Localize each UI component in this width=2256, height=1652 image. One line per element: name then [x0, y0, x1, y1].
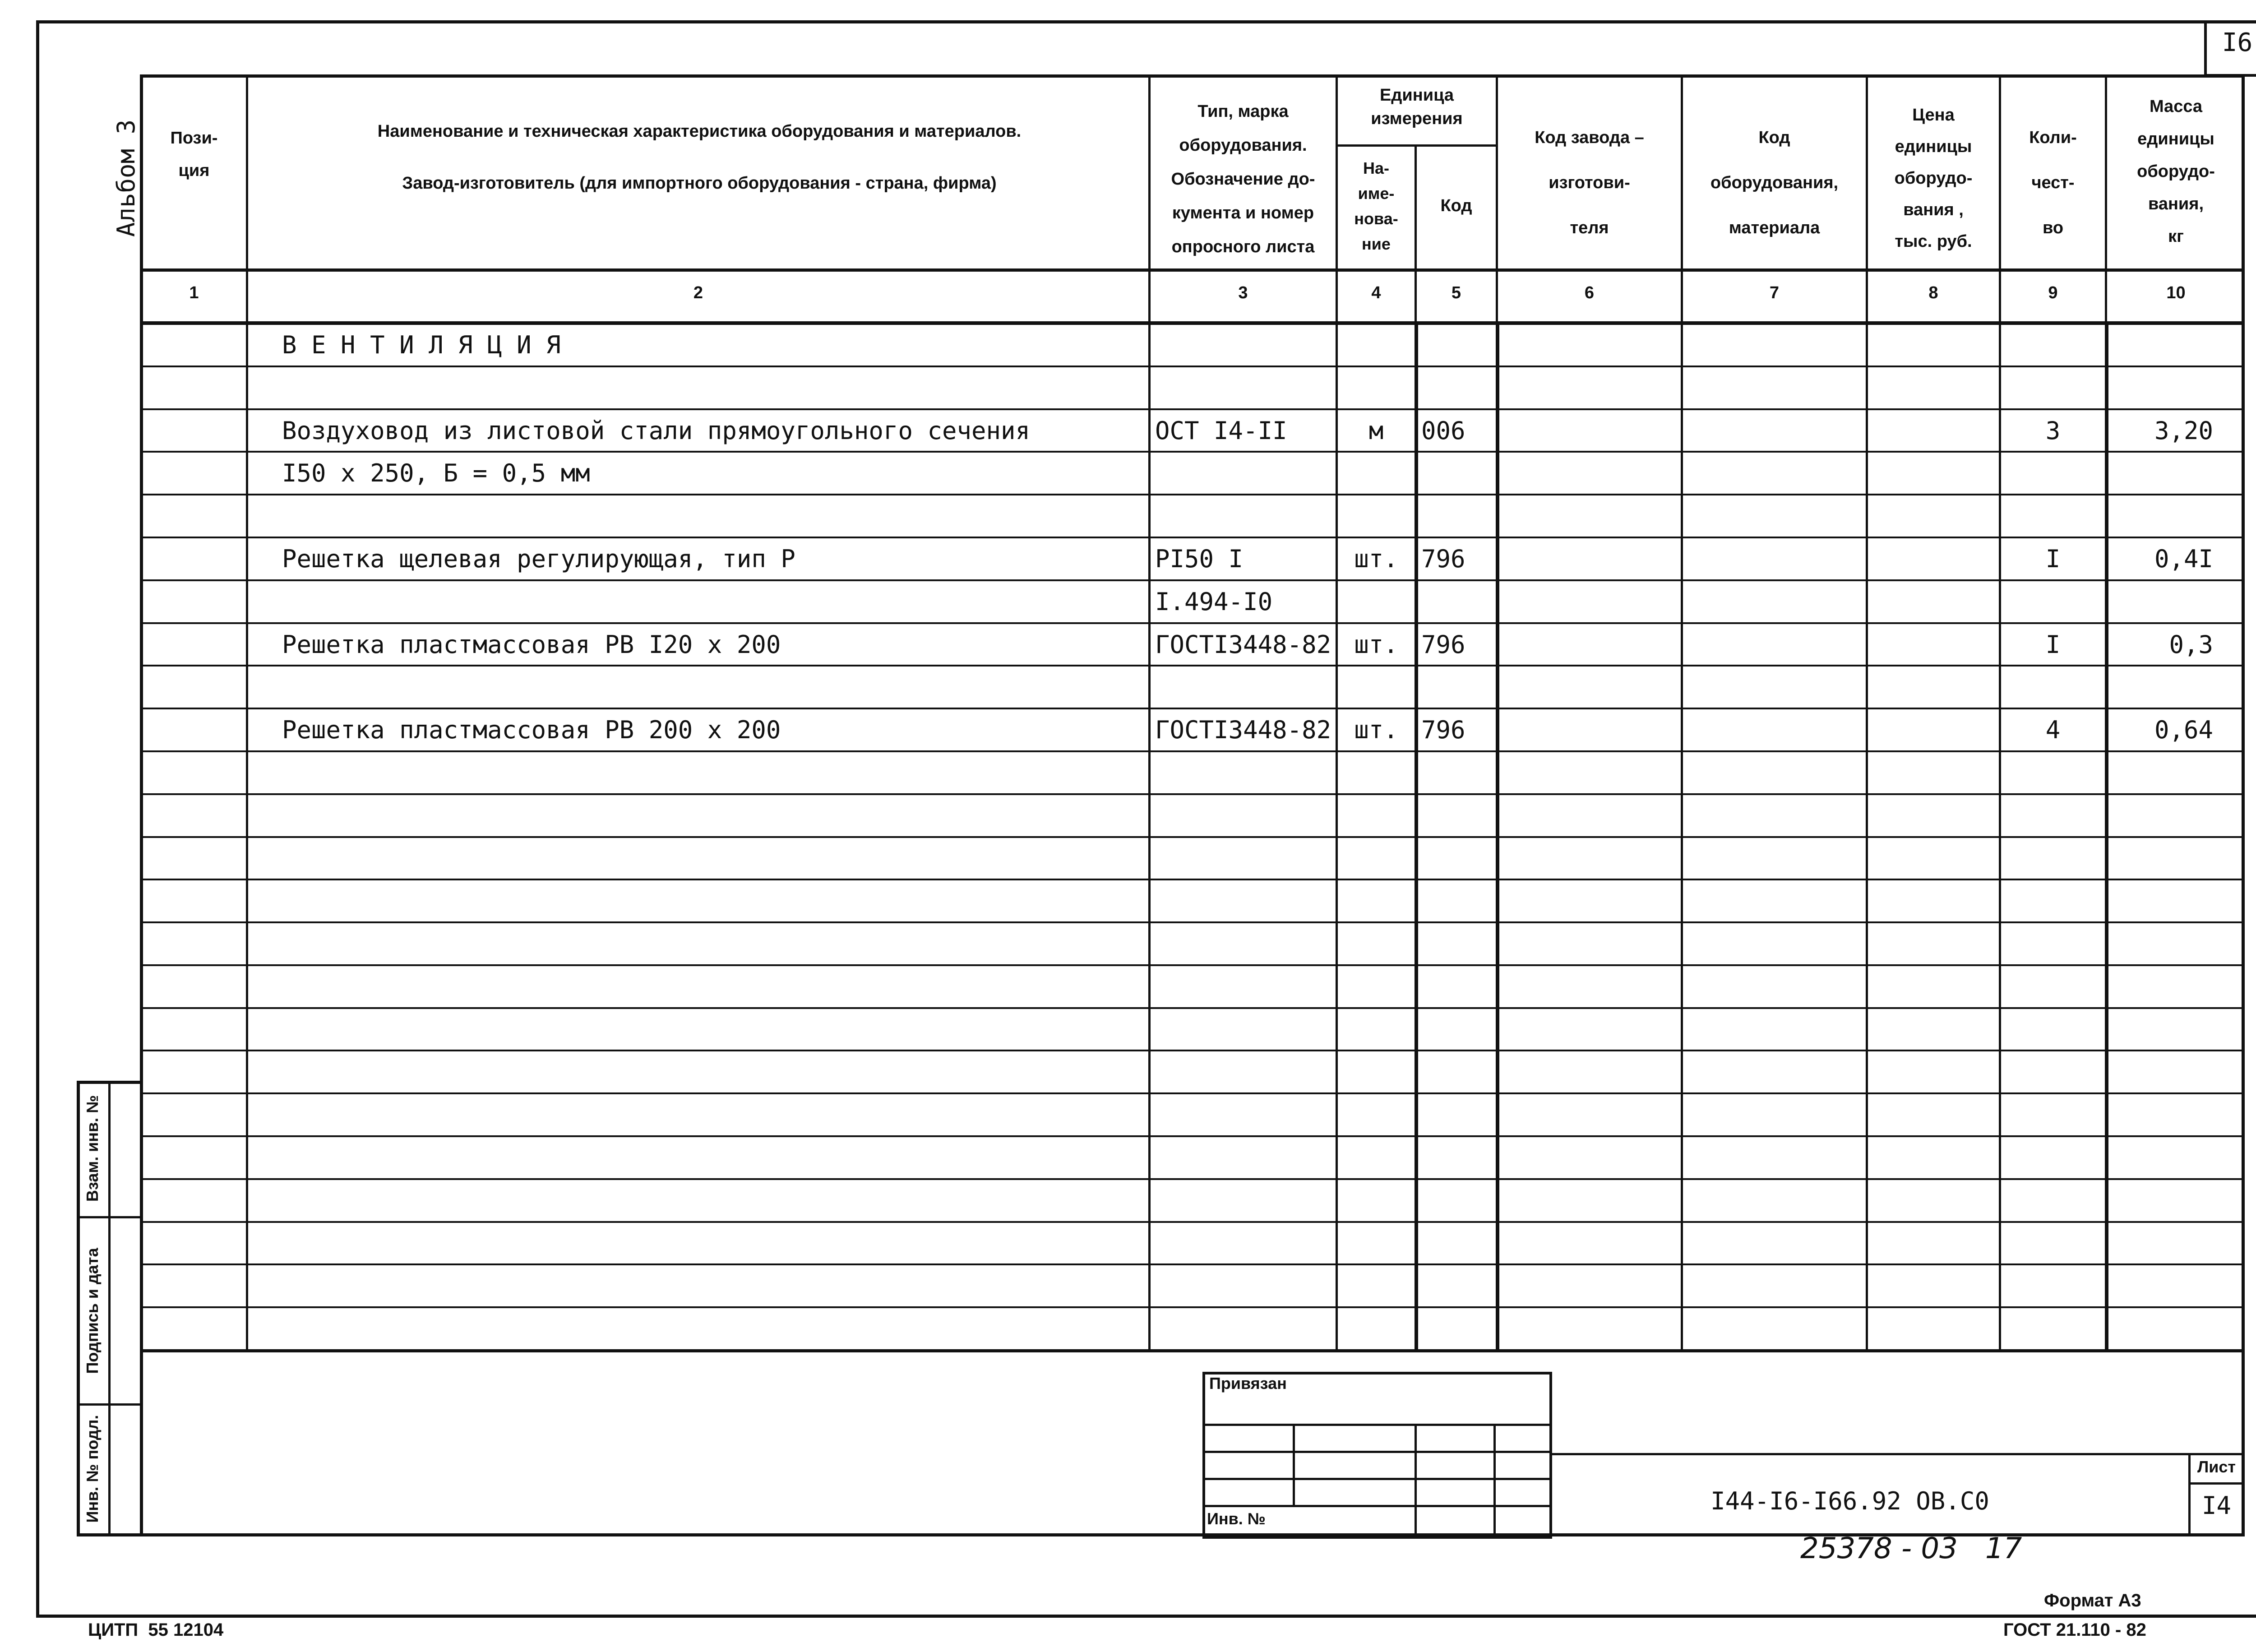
row-line: [140, 1306, 2245, 1308]
header-col8: Цена единицы оборудо- вания , тыс. руб.: [1894, 106, 1973, 251]
col-number-9: 9: [2048, 283, 2058, 302]
cell-mass: 0,3: [2169, 630, 2213, 659]
privyazan-vline-3: [1493, 1424, 1496, 1536]
col-number-6: 6: [1584, 283, 1595, 302]
row-line: [140, 1178, 2245, 1180]
title-block-top-line: [1552, 1453, 2245, 1455]
side-stamp-podpis-data: Подпись и дата: [83, 1248, 102, 1374]
cell-unit: шт.: [1354, 545, 1398, 573]
side-stamp-vline: [108, 1081, 111, 1536]
album-label: Альбом 3: [112, 119, 140, 237]
row-line: [140, 879, 2245, 880]
row-line: [140, 793, 2245, 795]
col-line-6: [1681, 74, 1683, 1351]
col-line-1: [246, 74, 248, 1351]
cell-type: ГОСТI3448-82: [1155, 630, 1331, 659]
cell-type: PI50 I: [1155, 545, 1244, 573]
corner-page-number: I6: [2222, 28, 2253, 57]
cell-qty: 3: [2045, 416, 2061, 445]
cell-name: Воздуховод из листовой стали прямоугольного сечения: [282, 416, 1031, 445]
row-line: [140, 1007, 2245, 1009]
cell-qty: I: [2045, 630, 2061, 659]
row-line: [140, 1050, 2245, 1051]
cell-type: I.494-I0: [1155, 588, 1273, 616]
col-number-7: 7: [1769, 283, 1780, 302]
cell-name: Решетка пластмассовая РВ I20 х 200: [282, 630, 781, 659]
header-unit-group: Единица измерения: [1371, 86, 1463, 128]
row-line: [140, 964, 2245, 966]
row-line: [140, 1135, 2245, 1137]
privyazan-line-1: [1202, 1424, 1552, 1426]
header-col1: Пози- ция: [170, 129, 218, 180]
row-line: [140, 622, 2245, 624]
privyazan-vline-2: [1415, 1424, 1417, 1536]
col-number-8: 8: [1928, 283, 1938, 302]
col-number-2: 2: [693, 283, 703, 302]
cell-unit: шт.: [1354, 716, 1398, 744]
row-line: [140, 366, 2245, 367]
header-col9: Коли- чест- во: [2029, 128, 2077, 237]
header-col6: Код завода – изготови- теля: [1535, 128, 1644, 237]
cell-code: 796: [1421, 545, 1465, 573]
cell-name: Решетка щелевая регулирующая, тип Р: [282, 545, 795, 573]
cell-qty: I: [2045, 545, 2061, 573]
cell-mass: 0,4I: [2154, 545, 2213, 573]
bottom-left-code: ЦИТП 55 12104: [88, 1620, 224, 1640]
cell-mass: 3,20: [2154, 416, 2213, 445]
col-number-10: 10: [2166, 283, 2186, 302]
cell-type: ГОСТI3448-82: [1155, 716, 1331, 744]
cell-name: Решетка пластмассовая РВ 200 х 200: [282, 716, 781, 744]
handwritten-number: 25378 - 03 17: [1800, 1532, 2022, 1565]
col-number-5: 5: [1451, 283, 1461, 302]
row-line: [140, 708, 2245, 709]
privyazan-line-3: [1202, 1478, 1552, 1480]
row-line: [140, 1263, 2245, 1265]
cell-code: 796: [1421, 630, 1465, 659]
privyazan-vline-1: [1293, 1424, 1295, 1505]
body-bottom-line: [140, 1349, 2245, 1352]
row-line: [140, 836, 2245, 838]
list-box-hline: [2188, 1482, 2245, 1485]
privyazan-line-2: [1202, 1451, 1552, 1453]
unit-group-line: [1336, 144, 1498, 147]
header-bottom-line: [140, 268, 2245, 272]
inv-no-label: Инв. №: [1207, 1509, 1266, 1528]
header-col2-line2: Завод-изготовитель (для импортного оборудования - страна, фирма): [402, 174, 997, 193]
list-number: I4: [2201, 1491, 2232, 1520]
privyazan-line-4: [1202, 1505, 1552, 1507]
cell-code: 006: [1421, 416, 1465, 445]
document-designation: I44-I6-I66.92 ОВ.С0: [1710, 1487, 1989, 1515]
col-line-2: [1148, 74, 1151, 1351]
cell-unit: м: [1368, 416, 1384, 445]
header-col7: Код оборудования, материала: [1710, 128, 1839, 237]
side-stamp-vzam-inv: Взам. инв. №: [83, 1095, 102, 1202]
cell-name: В Е Н Т И Л Я Ц И Я: [282, 331, 561, 359]
header-col5: Код: [1440, 196, 1472, 215]
header-col3: Тип, марка оборудования. Обозначение до- кумента и номер опросного листа: [1171, 102, 1315, 256]
col-line-8: [1999, 74, 2001, 1351]
privyazan-label: Привязан: [1209, 1374, 1287, 1393]
cell-name: I50 х 250, Б = 0,5 мм: [282, 459, 590, 487]
cell-type: ОСТ I4-II: [1155, 416, 1287, 445]
gost-label: ГОСТ 21.110 - 82: [2003, 1620, 2146, 1640]
format-label: Формат А3: [2044, 1591, 2141, 1610]
header-col10: Масса единицы оборудо- вания, кг: [2137, 97, 2215, 246]
list-label: Лист: [2197, 1458, 2236, 1476]
cell-unit: шт.: [1354, 630, 1398, 659]
col-line-3: [1336, 74, 1338, 1351]
header-col4: На- име- нова- ние: [1354, 159, 1398, 253]
numbers-bottom-line: [140, 321, 2245, 325]
row-line: [140, 451, 2245, 453]
side-stamp-inv-podl: Инв. № подл.: [83, 1415, 102, 1523]
row-line: [140, 408, 2245, 410]
col-line-7: [1866, 74, 1868, 1351]
row-line: [140, 1092, 2245, 1094]
row-line: [140, 579, 2245, 581]
col-number-1: 1: [189, 283, 199, 302]
row-line: [140, 665, 2245, 666]
row-line: [140, 921, 2245, 923]
row-line: [140, 494, 2245, 495]
cell-qty: 4: [2045, 716, 2061, 744]
row-line: [140, 750, 2245, 752]
header-col2-line1: Наименование и техническая характеристика оборудования и материалов.: [377, 122, 1022, 141]
col-number-4: 4: [1371, 283, 1381, 302]
row-line: [140, 537, 2245, 538]
row-line: [140, 1221, 2245, 1223]
col-number-3: 3: [1238, 283, 1248, 302]
cell-code: 796: [1421, 716, 1465, 744]
cell-mass: 0,64: [2154, 716, 2213, 744]
